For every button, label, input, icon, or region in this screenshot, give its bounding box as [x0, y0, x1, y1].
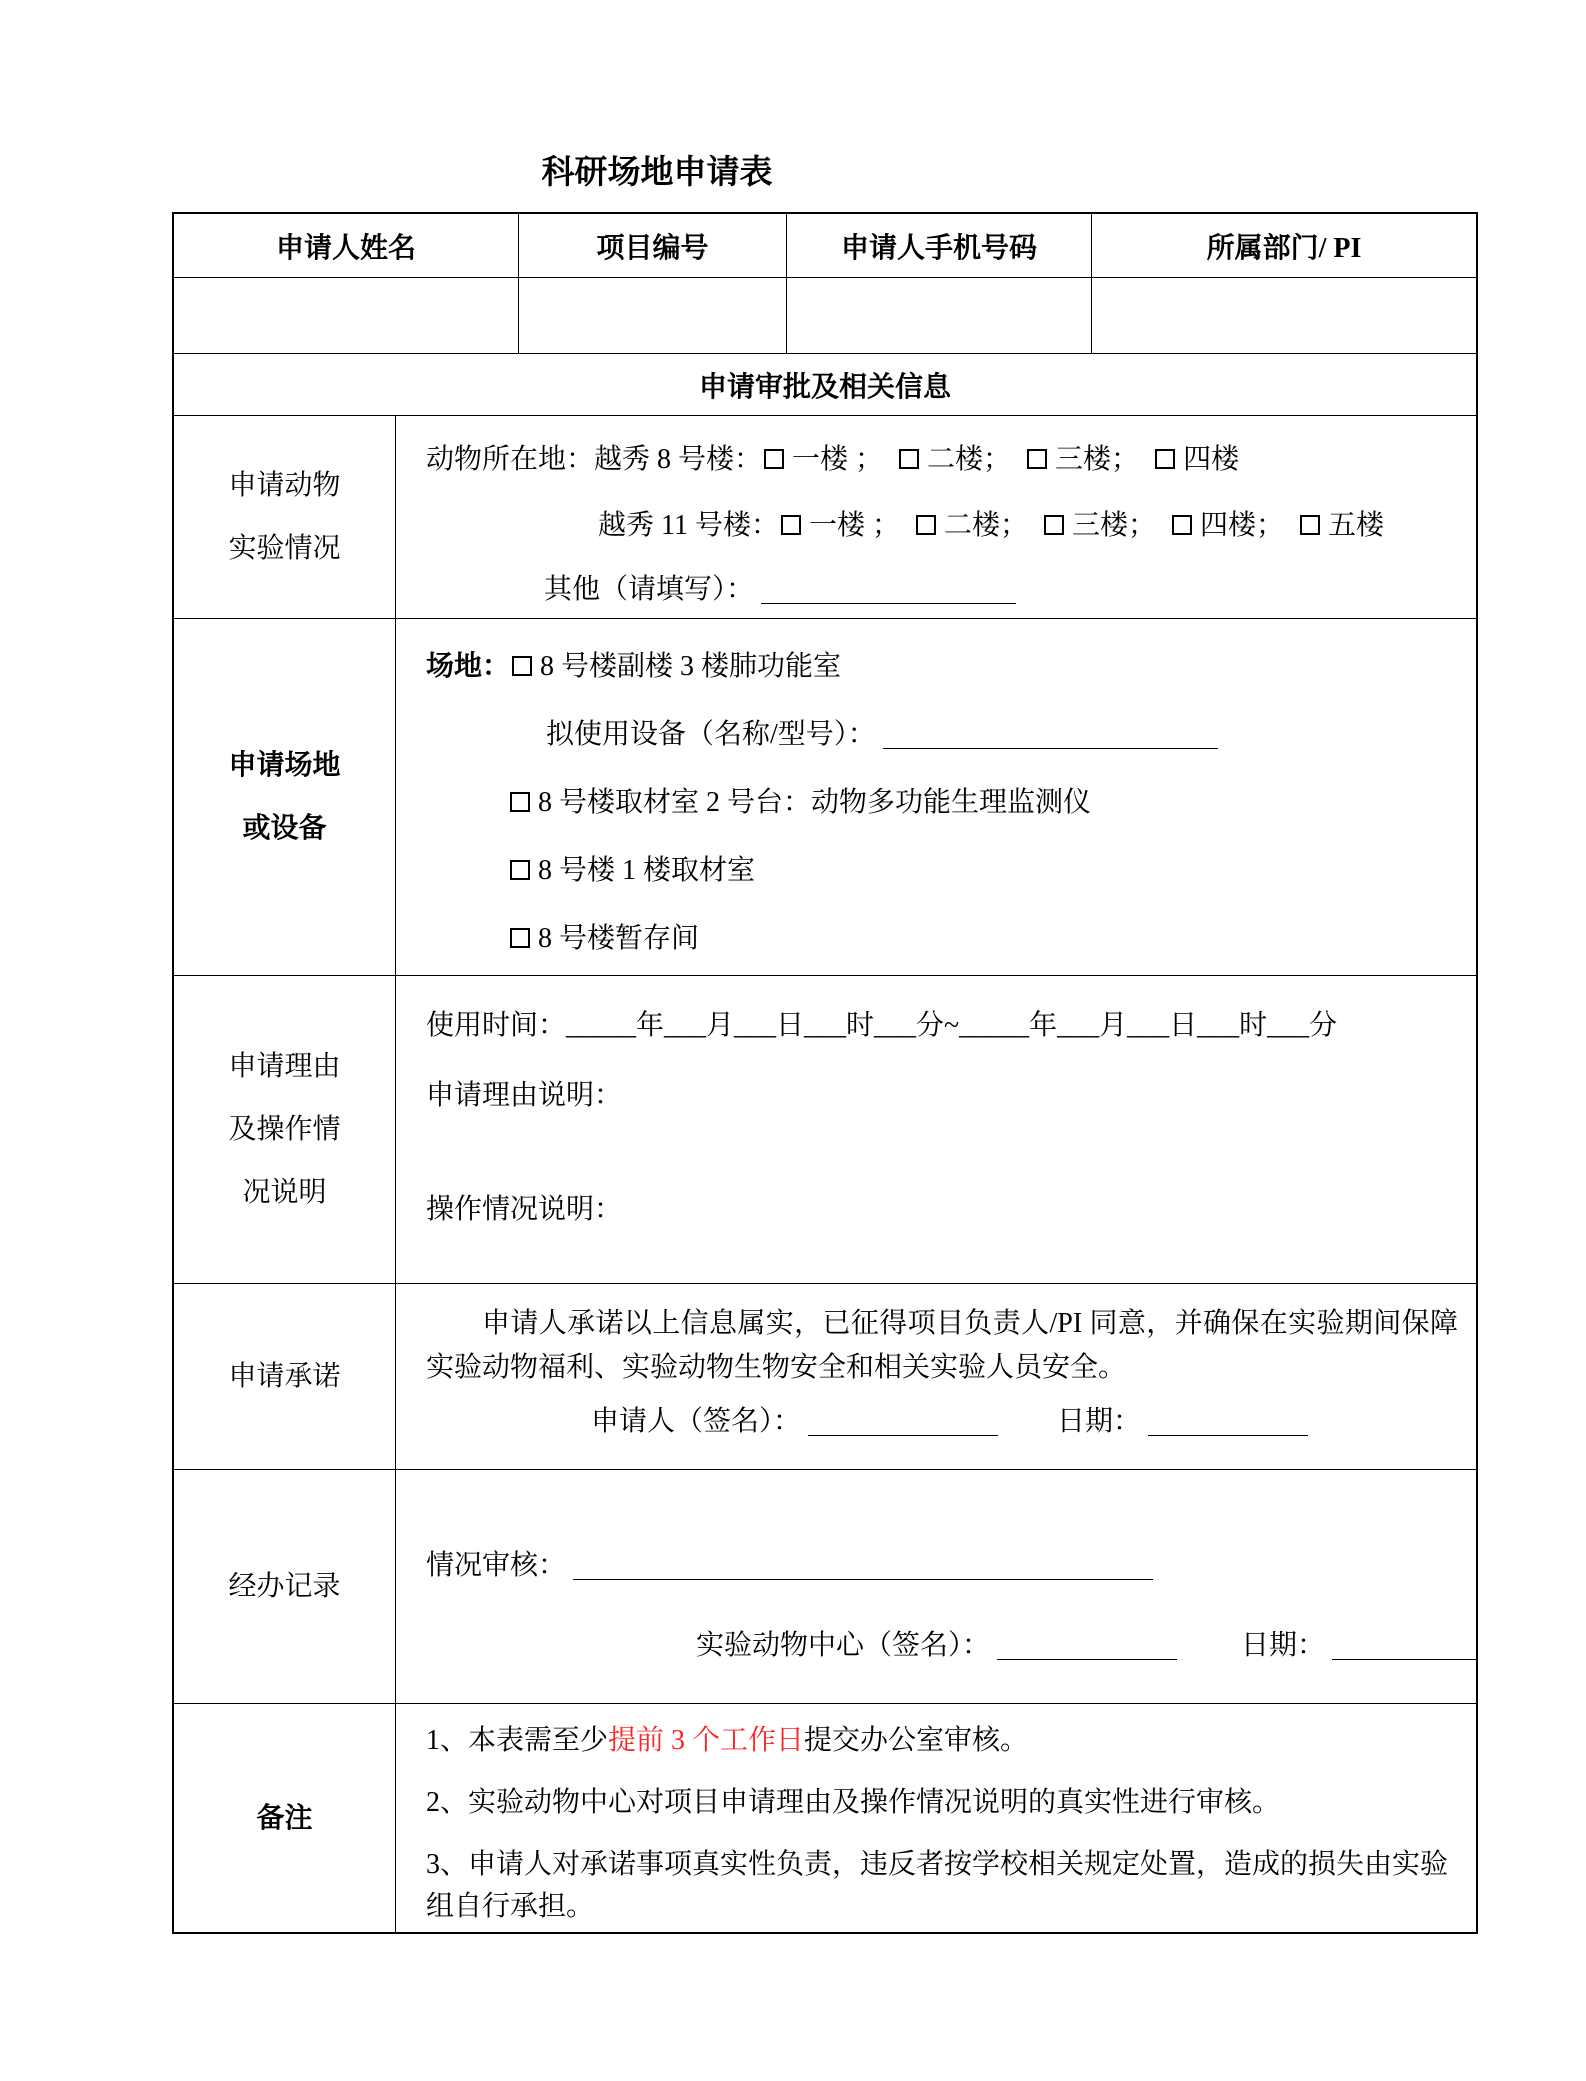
site-line-4: [426, 851, 1458, 891]
animal-label-line1: 申请动物: [228, 470, 341, 501]
checkbox-label: 8 号楼 1 楼取材室: [538, 855, 756, 886]
note-1-pre: 1、本表需至少: [426, 1725, 609, 1756]
site-section-content: [396, 619, 1476, 975]
department-pi-input-cell[interactable]: [1092, 278, 1476, 353]
site-line-5: [426, 919, 1458, 959]
animal-section: [174, 416, 1476, 619]
animal-location-line-2: [426, 506, 1458, 546]
header-phone-number: 申请人手机号码: [787, 214, 1092, 277]
checkbox-label: 8 号楼取材室 2 号台：动物多功能生理监测仪: [538, 787, 1092, 818]
checkbox-label: 一楼 ；: [808, 510, 900, 541]
review-blank: [573, 1549, 1153, 1580]
notes-label-line1: 备注: [256, 1802, 313, 1834]
promise-section-label: [174, 1284, 396, 1469]
checkbox-label: 8 号楼暂存间: [538, 923, 700, 954]
note-item-1: [426, 1720, 1458, 1762]
checkbox-icon[interactable]: [1155, 449, 1175, 469]
other-location-blank: [761, 573, 1016, 604]
checkbox-icon[interactable]: [1044, 515, 1064, 535]
checkbox-label: 二楼；: [943, 510, 1028, 541]
promise-date-label: 日期：: [1057, 1406, 1142, 1437]
notes-section-content: [396, 1704, 1476, 1932]
project-number-input-cell[interactable]: [519, 278, 787, 353]
checkbox-icon[interactable]: [1300, 515, 1320, 535]
animal-location-line-3: [426, 570, 1458, 610]
record-section-label: [174, 1470, 396, 1703]
phone-number-input-cell[interactable]: [787, 278, 1092, 353]
checkbox-icon[interactable]: [764, 449, 784, 469]
checkbox-label: 8 号楼副楼 3 楼肺功能室: [540, 651, 842, 682]
record-date-blank: [1332, 1629, 1476, 1660]
applicant-sign-blank: [808, 1405, 998, 1436]
reason-label-line1: 申请理由: [228, 1051, 341, 1082]
reason-label-line3: 况说明: [242, 1177, 327, 1208]
header-project-number: 项目编号: [519, 214, 787, 277]
checkbox-icon[interactable]: [510, 792, 530, 812]
record-label-line1: 经办记录: [228, 1571, 341, 1602]
promise-sign-line: [426, 1402, 1458, 1442]
usage-time-line: 使用时间：_____年___月___日___时___分~_____年___月___日___时___分: [426, 1010, 1338, 1041]
reason-section-label: [174, 976, 396, 1283]
promise-section-content: [396, 1284, 1476, 1469]
center-sign-line: [426, 1626, 1458, 1666]
site-label-line1: 申请场地: [228, 750, 341, 781]
review-line: [426, 1546, 1458, 1586]
checkbox-icon[interactable]: [1027, 449, 1047, 469]
applicant-sign-label: 申请人（签名）：: [591, 1406, 802, 1437]
header-row: [174, 214, 1476, 278]
record-date-label: 日期：: [1241, 1630, 1326, 1661]
animal-location-prefix-2: 越秀 11 号楼：: [598, 510, 779, 541]
input-row: [174, 278, 1476, 354]
reason-label-line2: 及操作情: [228, 1114, 341, 1145]
animal-section-label: [174, 416, 396, 618]
site-section-label: [174, 619, 396, 975]
checkbox-icon[interactable]: [510, 860, 530, 880]
operation-description-label: 操作情况说明：: [426, 1194, 623, 1225]
site-label-line2: 或设备: [242, 813, 327, 844]
other-location-label: 其他（请填写）：: [544, 574, 755, 605]
reason-description-label: 申请理由说明：: [426, 1080, 623, 1111]
animal-location-line-1: [426, 440, 1458, 480]
form-title: 科研场地申请表: [541, 155, 773, 191]
site-line-3: [426, 783, 1458, 823]
notes-section: [174, 1704, 1476, 1932]
banner-row: [174, 354, 1476, 416]
promise-text: 申请人承诺以上信息属实，已征得项目负责人/PI 同意，并确保在实验期间保障实验动物福利、实验动物生物安全和相关实验人员安全。: [426, 1308, 1458, 1383]
center-sign-blank: [997, 1629, 1177, 1660]
checkbox-label: 四楼: [1183, 444, 1240, 475]
promise-date-blank: [1148, 1405, 1308, 1436]
checkbox-icon[interactable]: [1172, 515, 1192, 535]
checkbox-icon[interactable]: [899, 449, 919, 469]
checkbox-label: 五楼: [1328, 510, 1385, 541]
banner-title: 申请审批及相关信息: [698, 371, 951, 403]
checkbox-icon[interactable]: [916, 515, 936, 535]
reason-section: [174, 976, 1476, 1284]
checkbox-label: 三楼；: [1055, 444, 1140, 475]
checkbox-label: 四楼；: [1200, 510, 1285, 541]
checkbox-icon[interactable]: [781, 515, 801, 535]
header-department-pi: 所属部门/ PI: [1206, 232, 1362, 264]
animal-location-prefix-1: 动物所在地：越秀 8 号楼：: [426, 444, 763, 475]
note-item-2: 2、实验动物中心对项目申请理由及操作情况说明的真实性进行审核。: [426, 1787, 1281, 1818]
checkbox-label: 三楼；: [1072, 510, 1157, 541]
record-section: [174, 1470, 1476, 1704]
record-section-content: [396, 1470, 1476, 1703]
checkbox-icon[interactable]: [510, 928, 530, 948]
animal-section-content: [396, 416, 1476, 618]
equipment-label: 拟使用设备（名称/型号）：: [546, 719, 876, 750]
note-1-highlight: 提前 3 个工作日: [608, 1725, 805, 1756]
checkbox-label: 二楼；: [927, 444, 1012, 475]
site-line-2: [426, 715, 1458, 755]
site-line-1: [426, 647, 1458, 687]
center-sign-label: 实验动物中心（签名）：: [696, 1630, 991, 1661]
header-applicant-name: 申请人姓名: [174, 214, 519, 277]
application-form-table: [172, 212, 1478, 1934]
promise-label-line1: 申请承诺: [228, 1361, 341, 1392]
checkbox-icon[interactable]: [512, 656, 532, 676]
site-field-label: 场地：: [426, 651, 511, 682]
site-section: [174, 619, 1476, 976]
reason-section-content: [396, 976, 1476, 1283]
animal-label-line2: 实验情况: [228, 533, 341, 564]
equipment-blank: [883, 718, 1218, 749]
notes-section-label: [174, 1704, 396, 1932]
checkbox-label: 一楼 ；: [792, 444, 884, 475]
review-label: 情况审核：: [426, 1550, 567, 1581]
note-1-post: 提交办公室审核。: [804, 1725, 1029, 1756]
note-item-3: 3、申请人对承诺事项真实性负责，违反者按学校相关规定处置，造成的损失由实验组自行承担。: [426, 1849, 1449, 1922]
promise-section: [174, 1284, 1476, 1470]
applicant-name-input-cell[interactable]: [174, 278, 519, 353]
